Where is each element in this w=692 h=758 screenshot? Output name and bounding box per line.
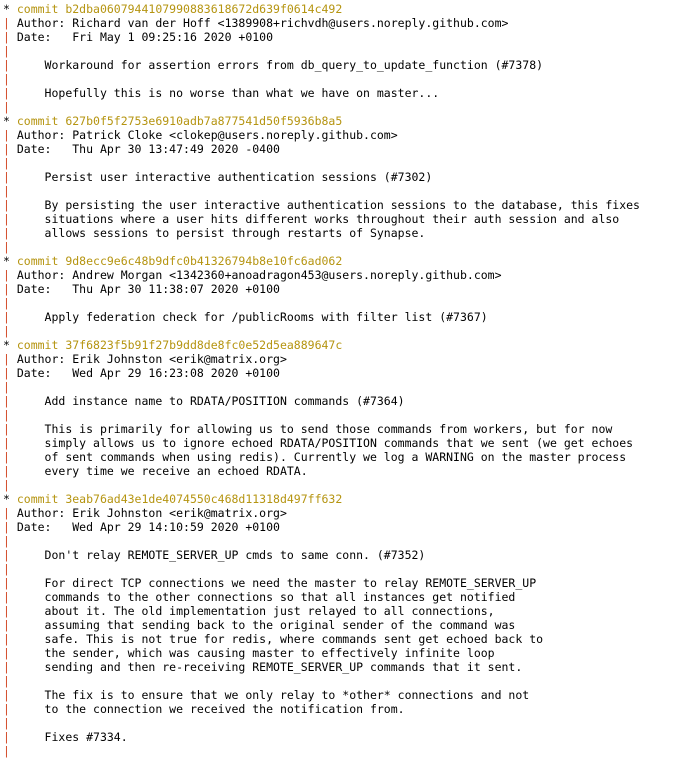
- message-line: [3, 618, 692, 632]
- commit-hash: commit b2dba0607944107990883618672d639f0614c492: [16, 2, 343, 16]
- graph-marker: |: [3, 226, 10, 240]
- message-line: [3, 310, 692, 324]
- commit-line: [3, 492, 692, 506]
- blank-line: [3, 72, 692, 86]
- message-line: [3, 730, 692, 744]
- graph-marker: |: [3, 506, 10, 520]
- message-line: [3, 604, 692, 618]
- line-text: Persist user interactive authentication sessions (#7302): [9, 170, 433, 184]
- message-line: [3, 688, 692, 702]
- graph-marker: |: [3, 646, 10, 660]
- graph-marker: *: [3, 492, 17, 506]
- blank-line: [3, 478, 692, 492]
- line-text: Author: Erik Johnston <erik@matrix.org>: [9, 352, 287, 366]
- message-line: [3, 590, 692, 604]
- graph-marker: |: [3, 184, 10, 198]
- graph-marker: |: [3, 100, 10, 114]
- graph-marker: |: [3, 198, 10, 212]
- line-text: to the connection we received the notification from.: [9, 702, 405, 716]
- graph-marker: |: [3, 562, 10, 576]
- graph-marker: |: [3, 170, 10, 184]
- graph-marker: |: [3, 394, 10, 408]
- graph-marker: |: [3, 590, 10, 604]
- blank-line: [3, 562, 692, 576]
- graph-marker: *: [3, 338, 17, 352]
- message-line: [3, 548, 692, 562]
- graph-marker: *: [3, 114, 17, 128]
- line-text: Fixes #7334.: [9, 730, 128, 744]
- line-text: Hopefully this is no worse than what we have on master...: [9, 86, 440, 100]
- graph-marker: |: [3, 436, 10, 450]
- author-line: [3, 268, 692, 282]
- line-text: Don't relay REMOTE_SERVER_UP cmds to same conn. (#7352): [9, 548, 426, 562]
- blank-line: [3, 744, 692, 758]
- message-line: [3, 646, 692, 660]
- graph-marker: |: [3, 86, 10, 100]
- author-line: [3, 16, 692, 30]
- line-text: Date: Wed Apr 29 16:23:08 2020 +0100: [9, 366, 280, 380]
- line-text: Date: Thu Apr 30 13:47:49 2020 -0400: [9, 142, 280, 156]
- graph-marker: |: [3, 128, 10, 142]
- commit-line: [3, 114, 692, 128]
- graph-marker: |: [3, 464, 10, 478]
- line-text: sending and then re-receiving REMOTE_SERVER_UP commands that it sent.: [9, 660, 523, 674]
- graph-marker: |: [3, 366, 10, 380]
- blank-line: [3, 44, 692, 58]
- line-text: allows sessions to persist through restarts of Synapse.: [9, 226, 426, 240]
- graph-marker: |: [3, 520, 10, 534]
- blank-line: [3, 100, 692, 114]
- message-line: [3, 436, 692, 450]
- line-text: about it. The old implementation just relayed to all connections,: [9, 604, 495, 618]
- line-text: Date: Fri May 1 09:25:16 2020 +0100: [9, 30, 274, 44]
- message-line: [3, 170, 692, 184]
- graph-marker: |: [3, 296, 10, 310]
- message-line: [3, 86, 692, 100]
- graph-marker: |: [3, 142, 10, 156]
- author-line: [3, 506, 692, 520]
- date-line: [3, 282, 692, 296]
- line-text: commands to the other connections so that all instances get notified: [9, 590, 516, 604]
- commit-hash: commit 9d8ecc9e6c48b9dfc0b41326794b8e10fc6ad062: [16, 254, 343, 268]
- line-text: Author: Andrew Morgan <1342360+anoadragon453@users.noreply.github.com>: [9, 268, 502, 282]
- graph-marker: |: [3, 618, 10, 632]
- commit-hash: commit 627b0f5f2753e6910adb7a877541d50f5936b8a5: [16, 114, 343, 128]
- graph-marker: |: [3, 408, 10, 422]
- graph-marker: |: [3, 716, 10, 730]
- blank-line: [3, 184, 692, 198]
- line-text: Date: Thu Apr 30 11:38:07 2020 +0100: [9, 282, 280, 296]
- graph-marker: |: [3, 58, 10, 72]
- graph-marker: |: [3, 604, 10, 618]
- graph-marker: |: [3, 478, 10, 492]
- commit-hash: commit 37f6823f5b91f27b9dd8de8fc0e52d5ea889647c: [16, 338, 343, 352]
- graph-marker: |: [3, 324, 10, 338]
- graph-marker: |: [3, 534, 10, 548]
- line-text: The fix is to ensure that we only relay to *other* connections and not: [9, 688, 530, 702]
- graph-marker: *: [3, 2, 17, 16]
- graph-marker: |: [3, 268, 10, 282]
- line-text: Author: Patrick Cloke <clokep@users.noreply.github.com>: [9, 128, 398, 142]
- message-line: [3, 660, 692, 674]
- graph-marker: |: [3, 422, 10, 436]
- message-line: [3, 464, 692, 478]
- line-text: Workaround for assertion errors from db_query_to_update_function (#7378): [9, 58, 544, 72]
- line-text: situations where a user hits different works throughout their auth session and also: [9, 212, 620, 226]
- message-line: [3, 58, 692, 72]
- graph-marker: |: [3, 702, 10, 716]
- author-line: [3, 128, 692, 142]
- author-line: [3, 352, 692, 366]
- line-text: every time we receive an echoed RDATA.: [9, 464, 308, 478]
- graph-marker: |: [3, 352, 10, 366]
- graph-marker: |: [3, 576, 10, 590]
- graph-marker: |: [3, 660, 10, 674]
- blank-line: [3, 534, 692, 548]
- line-text: Author: Richard van der Hoff <1389908+richvdh@users.noreply.github.com>: [9, 16, 509, 30]
- graph-marker: |: [3, 44, 10, 58]
- blank-line: [3, 716, 692, 730]
- message-line: [3, 226, 692, 240]
- blank-line: [3, 380, 692, 394]
- blank-line: [3, 674, 692, 688]
- graph-marker: |: [3, 72, 10, 86]
- line-text: safe. This is not true for redis, where commands sent get echoed back to: [9, 632, 544, 646]
- graph-marker: |: [3, 380, 10, 394]
- graph-marker: |: [3, 282, 10, 296]
- line-text: Author: Erik Johnston <erik@matrix.org>: [9, 506, 287, 520]
- graph-marker: |: [3, 450, 10, 464]
- commit-line: [3, 338, 692, 352]
- blank-line: [3, 408, 692, 422]
- graph-marker: |: [3, 632, 10, 646]
- message-line: [3, 394, 692, 408]
- message-line: [3, 576, 692, 590]
- line-text: simply allows us to ignore echoed RDATA/POSITION commands that we sent (we get echoes: [9, 436, 634, 450]
- graph-marker: |: [3, 156, 10, 170]
- commit-line: [3, 254, 692, 268]
- line-text: Date: Wed Apr 29 14:10:59 2020 +0100: [9, 520, 280, 534]
- graph-marker: |: [3, 16, 10, 30]
- date-line: [3, 366, 692, 380]
- commit-hash: commit 3eab76ad43e1de4074550c468d11318d497ff632: [16, 492, 343, 506]
- line-text: For direct TCP connections we need the master to relay REMOTE_SERVER_UP: [9, 576, 537, 590]
- graph-marker: |: [3, 744, 10, 758]
- blank-line: [3, 156, 692, 170]
- graph-marker: |: [3, 730, 10, 744]
- graph-marker: |: [3, 674, 10, 688]
- message-line: [3, 632, 692, 646]
- line-text: By persisting the user interactive authentication sessions to the database, this fixes: [9, 198, 640, 212]
- graph-marker: |: [3, 310, 10, 324]
- line-text: of sent commands when using redis). Currently we log a WARNING on the master process: [9, 450, 627, 464]
- message-line: [3, 198, 692, 212]
- line-text: Add instance name to RDATA/POSITION commands (#7364): [9, 394, 405, 408]
- date-line: [3, 142, 692, 156]
- line-text: Apply federation check for /publicRooms with filter list (#7367): [9, 310, 488, 324]
- commit-line: [3, 2, 692, 16]
- line-text: assuming that sending back to the original sender of the command was: [9, 618, 516, 632]
- graph-marker: *: [3, 254, 17, 268]
- message-line: [3, 702, 692, 716]
- graph-marker: |: [3, 30, 10, 44]
- graph-marker: |: [3, 212, 10, 226]
- message-line: [3, 450, 692, 464]
- date-line: [3, 30, 692, 44]
- graph-marker: |: [3, 688, 10, 702]
- line-text: This is primarily for allowing us to send those commands from workers, but for now: [9, 422, 613, 436]
- date-line: [3, 520, 692, 534]
- graph-marker: |: [3, 240, 10, 254]
- line-text: the sender, which was causing master to effectively infinite loop: [9, 646, 495, 660]
- message-line: [3, 422, 692, 436]
- graph-marker: |: [3, 548, 10, 562]
- blank-line: [3, 240, 692, 254]
- blank-line: [3, 296, 692, 310]
- blank-line: [3, 324, 692, 338]
- message-line: [3, 212, 692, 226]
